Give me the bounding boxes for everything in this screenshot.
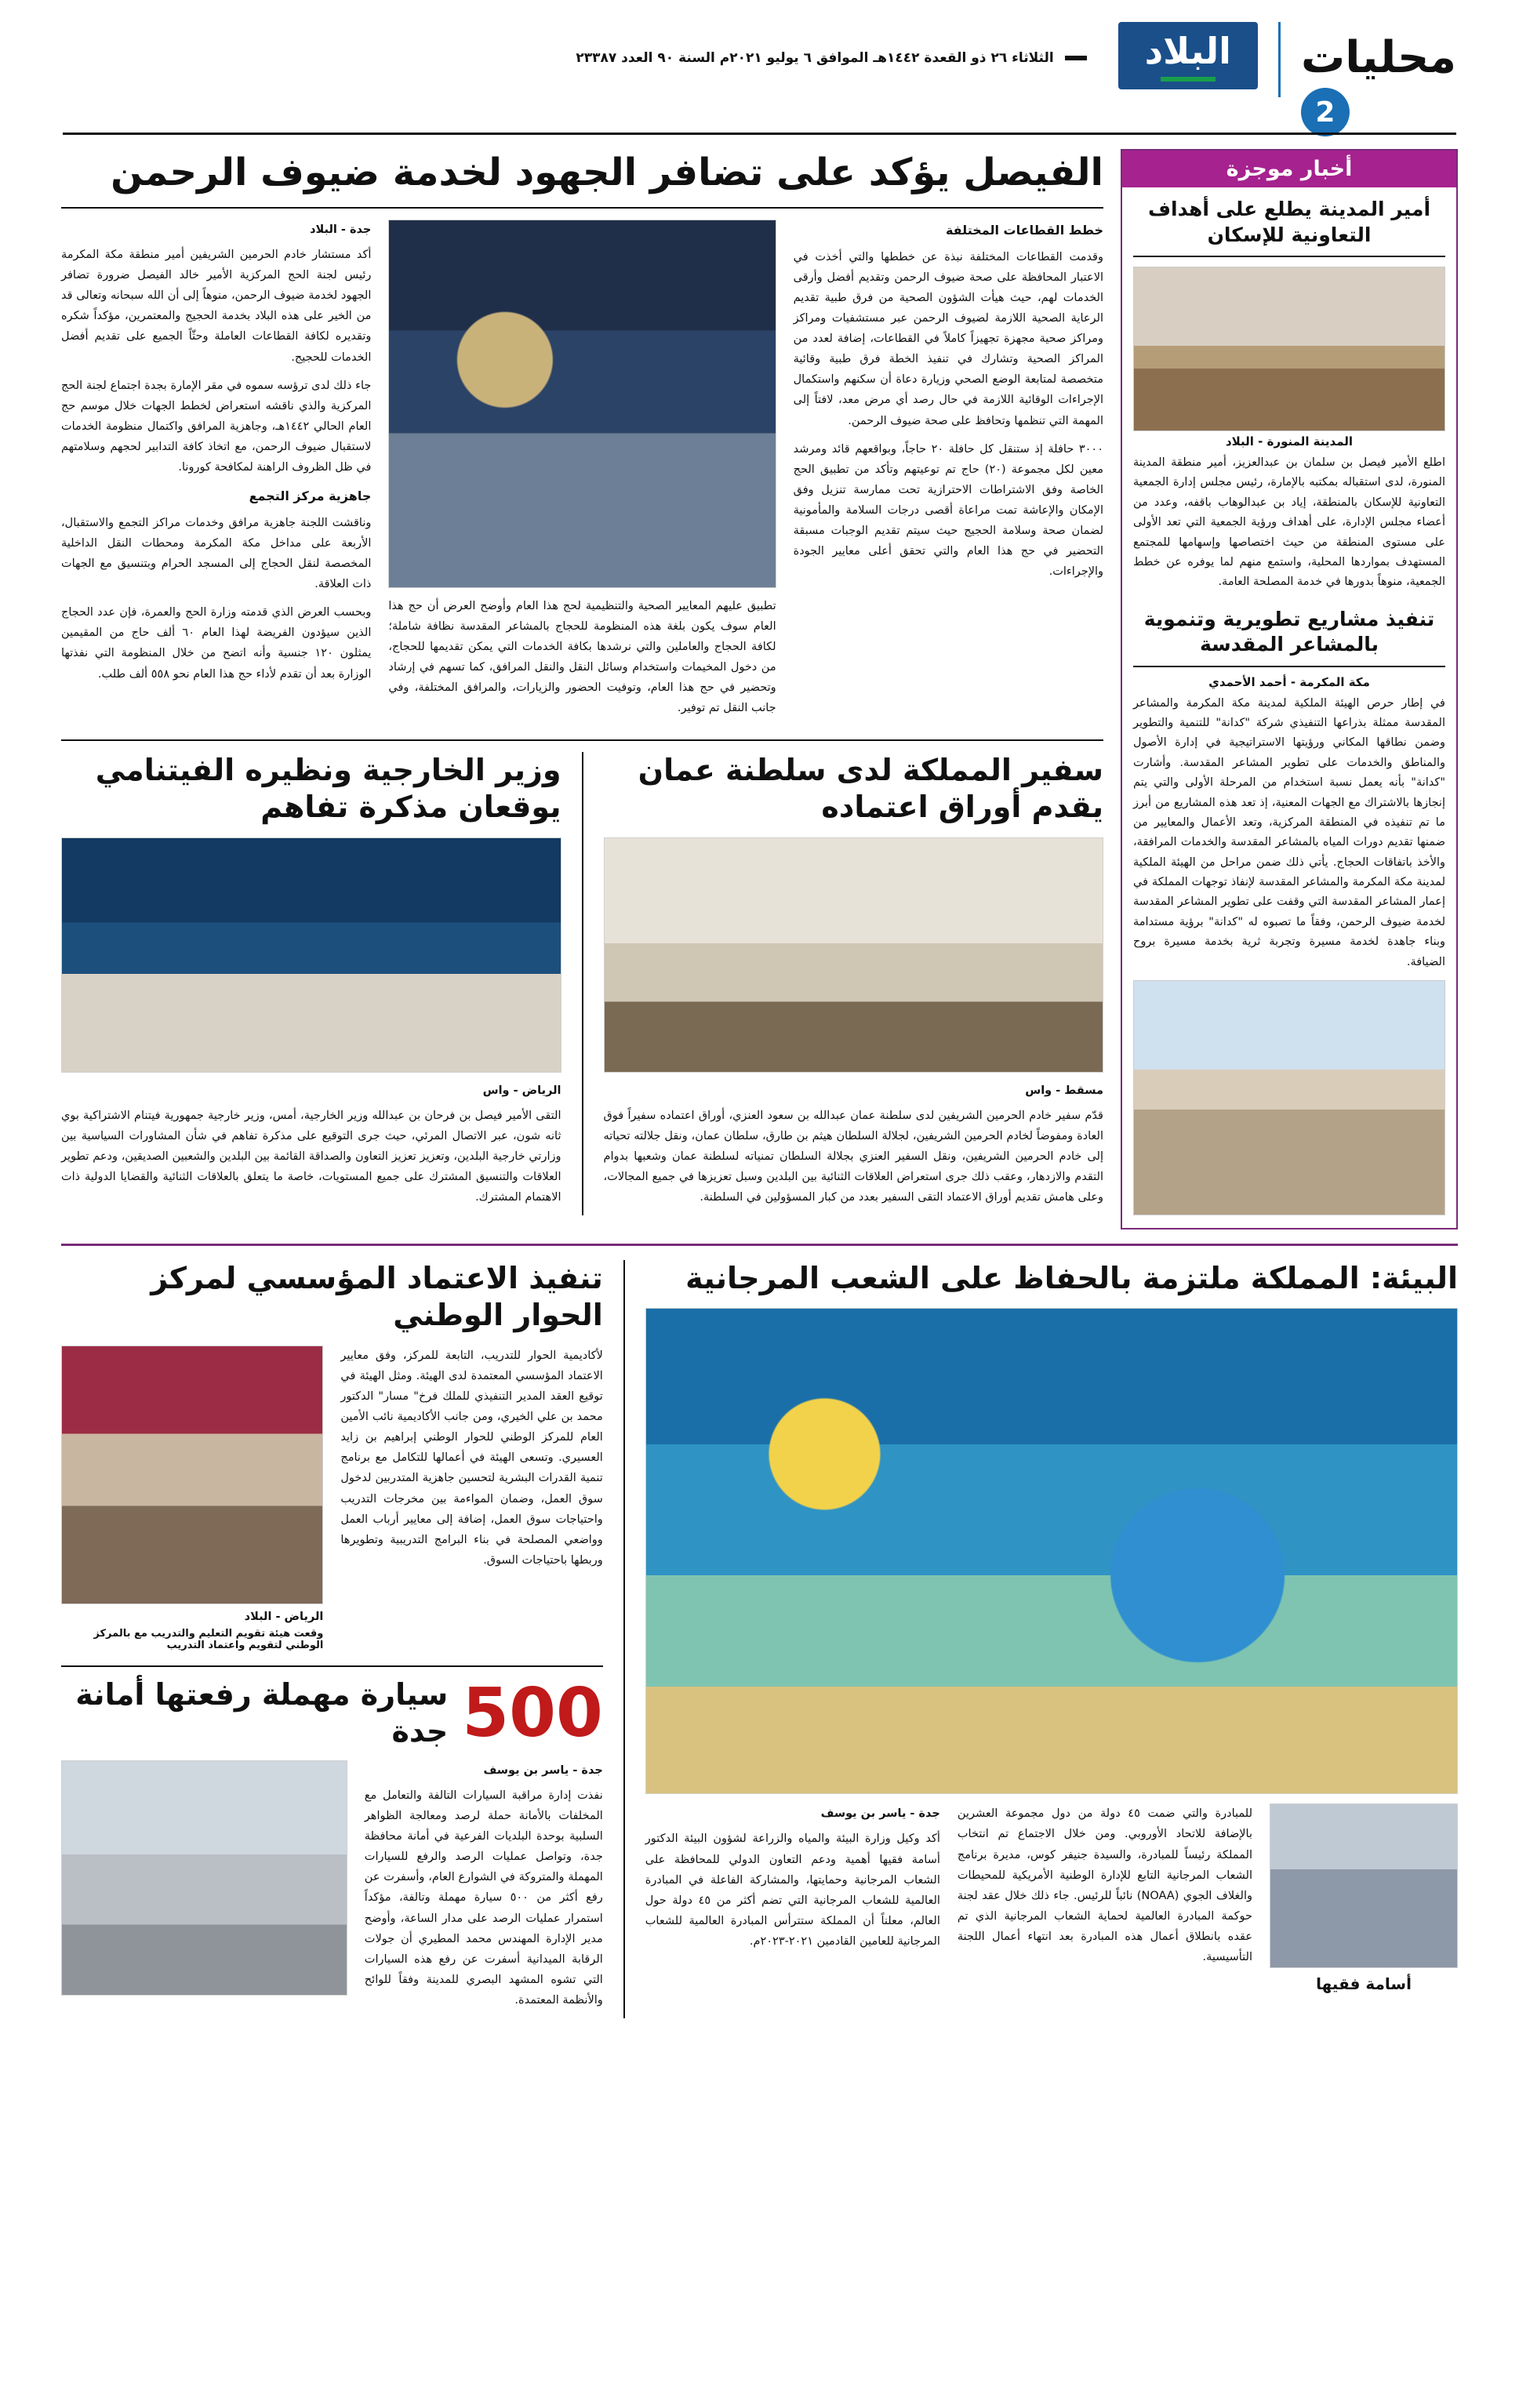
env-paragraph: أكد وكيل وزارة البيئة والمياه والزراعة لشؤون البيئة الدكتور أسامة فقيها أهمية ودعم التعاون الدولي للمحافظة على الشعاب المرجانية وحمايتها، والمشاركة الفاعلة في المبادرة العالمية للشعاب المرجانية التي تضم أكثر من ٤٥ دولة حول العالم، معلناً أن المملكة ستترأس المبادرة العالمية للشعاب المرجانية للعامين القادمين ٢٠٢١-٢٠٢٣م.	[645, 1832, 940, 1948]
section-title: محليات	[1300, 32, 1456, 83]
dialogue-paragraph: لأكاديمية الحوار للتدريب، التابعة للمركز، وفق معايير الاعتماد المؤسسي المعتمدة لدى الهيئة. ومثل الهيئة في توقيع العقد المدير التنفيذي للملك فرخ" مسار" الدكتور محمد بن علي الخيري، ومن جانب الأكاديمية نائب الأمين العام للمركز الوطني للحوار الوطني إبراهيم بن زايد العسيري. وتسعى الهيئة في أعمالها للتكامل مع برنامج تنمية القدرات البشرية لتحسين جاهزية المتدربين لدخول سوق العمل، وضمان المواءمة بين مخرجات التدريب واحتياجات سوق العمل، إضافة إلى معايير أرباب العمل وواضعي المصلحة في بناء البرامج التدريبية وتطويرها وربطها باحتياجات السوق.	[340, 1349, 603, 1567]
lead-rule	[61, 207, 1103, 209]
lead-headline: الفيصل يؤكد على تضافر الجهود لخدمة ضيوف الرحمن	[111, 151, 1103, 194]
cars-col	[365, 1760, 603, 2018]
lead-paragraph: وبحسب العرض الذي قدمته وزارة الحج والعمرة، فإن عدد الحجاج الذين سيؤدون الفريضة لهذا العام ٦٠ ألف حاج من المقيمين يمثلون ١٢٠ جنسية وأنه اتضح من خلال المنظومة التي نفذتها الوزارة بعد أن تقدم لأداء حج هذا العام نحو ٥٥٨ ألف طلب.	[60, 606, 372, 681]
cars-photo-tow-truck	[61, 1760, 347, 1996]
dialogue-photo-signing	[61, 1346, 323, 1604]
date-rule	[1065, 56, 1087, 60]
env-paragraph: للمبادرة والتي ضمت ٤٥ دولة من دول مجموعة العشرين بالإضافة للاتحاد الأوروبي. ومن خلال الاجتماع تم انتخاب المملكة رئيساً للمبادرة، والسيدة جنيفر كوس، مديرة برنامج الشعاب المرجانية التابع للإدارة الوطنية الأمريكية للمحيطات والغلاف الجوي (NOAA) نائباً للرئيس. جاء ذلك خلال عقد لجنة حوكمة المبادرة العالمية لحماية الشعاب المرجانية الذي تم عقده بانطلاق أعمال هذه المبادرة بعد انتهاء أعمال اللجنة التأسيسية.	[957, 1807, 1253, 1964]
bottom-left-column	[61, 1260, 603, 2018]
story-environment	[645, 1260, 1458, 2018]
vietnam-headline: وزير الخارجية ونظيره الفيتنامي يوقعان مذكرة تفاهم	[95, 752, 561, 825]
brief-text: اطلع الأمير فيصل بن سلمان بن عبدالعزيز، أمير منطقة المدينة المنورة، لدى استقباله بمكتبه بالإمارة، رئيس مجلس إدارة الجمعية التعاونية للإسكان بالمنطقة، إياد بن عبدالوهاب باقفه، وعدد من أعضاء مجلس الإدارة، على أهداف ورؤية الجمعية التي تعد الأولى على مستوى المنطقة من حيث اختصاصها وإسهامها للمجتمع المستهدف بمواردها المحلية، واستمع منهم لما يوفره عن خطط الجمعية، منوهاً بدورها في خدمة المصلحة العامة.	[1133, 456, 1445, 589]
lead-col-3	[61, 220, 371, 727]
page-number-badge: 2	[1301, 88, 1350, 136]
section-divider	[61, 1244, 1458, 1246]
lead-paragraph: ٣٠٠٠ حافلة إذ ستنقل كل حافلة ٢٠ حاجاً، وبواقعهم قائد ومرشد معين لكل مجموعة (٢٠) حاج تم توعيتهم وتأكد من تطبيق الحج الخاصة وفق الاشتراطات الاحترازية تحت ممارسة تنزيل وفق الإمكان والإعاشة تمت مراعاة أقصى درجات السلامة والمأمونية لضمان صحة وسلامة الحجيج حيث سيتم تقديم الوجبات مسبقة التحضير في حج هذا العام والتي تحقق أعلى معايير الجودة والإجراءات.	[793, 442, 1104, 579]
env-col-1	[958, 1803, 1252, 1993]
brief-title: تنفيذ مشاريع تطويرية وتنموية بالمشاعر المقدسة	[1133, 607, 1445, 667]
lead-dateline: جدة - البلاد	[310, 223, 372, 236]
brief-item	[1122, 597, 1456, 1220]
lead-subhead-2: جاهزية مركز التجمع	[249, 489, 372, 504]
oman-headline: سفير المملكة لدى سلطنة عمان يقدم أوراق اعتماده	[638, 752, 1103, 825]
cars-count: 500	[462, 1673, 603, 1752]
brief-column	[1121, 149, 1458, 1229]
cars-photo-block	[61, 1760, 347, 2018]
dialogue-headline: تنفيذ الاعتماد المؤسسي لمركز الحوار الوطني	[151, 1260, 603, 1333]
oman-col-1	[604, 1081, 1104, 1216]
brief-dateline: مكة المكرمة - أحمد الأحمدي	[1208, 674, 1370, 689]
lead-story	[61, 149, 1121, 1229]
lead-paragraph: وناقشت اللجنة جاهزية مرافق وخدمات مراكز التجمع والاستقبال، الأربعة على مداخل مكة المكرمة ومحطات النقل الداخلية المخصصة لنقل الحجاج إلى المسجد الحرام وبتنسيق مع الجهات ذات العلاقة.	[60, 516, 372, 591]
logo-flag-accent	[1161, 77, 1216, 82]
env-portrait-photo	[1270, 1803, 1458, 1968]
brief-photo-construction	[1133, 980, 1445, 1215]
brief-title: أمير المدينة يطلع على أهداف التعاونية للإسكان	[1133, 197, 1445, 257]
date-text: الثلاثاء ٢٦ ذو القعدة ١٤٤٢هـ الموافق ٦ يوليو ٢٠٢١م السنة ٩٠ العدد ٢٣٣٨٧	[576, 50, 1054, 66]
env-author-name: أسامة فقيها	[1316, 1974, 1412, 1994]
lead-subhead: خطط القطاعات المختلفة	[945, 223, 1103, 238]
story-vietnam	[61, 752, 561, 1216]
lead-col-1	[794, 220, 1103, 727]
newspaper-logo	[1118, 22, 1258, 89]
brief-header: أخبار موجزة	[1122, 151, 1456, 187]
masthead-divider	[1278, 22, 1281, 97]
cars-dateline: جدة - ياسر بن يوسف	[483, 1763, 603, 1777]
lead-col-center-text	[388, 596, 776, 719]
oman-paragraph: قدّم سفير خادم الحرمين الشريفين لدى سلطنة عمان عبدالله بن سعود العنزي، أوراق اعتماده سفيراً فوق العادة ومفوضاً لخادم الحرمين الشريفين، لجلالة السلطان هيثم بن طارق، سلطان عمان، ونقل جلالته تحياته إلى خادم الحرمين الشريفين، ونقل السفير العنزي بجلالة السلطان تمنياته لسلطنة عمان وشعبها بدوام التقدم والازدهار، وعقب ذلك جرى استعراض العلاقات الثنائية بين البلدين وسبل تعزيزها في جميع المجالات، وعلى هامش تقديم أوراق الاعتماد التقى السفير بعدد من كبار المسؤولين في السلطنة.	[603, 1109, 1103, 1204]
bottom-zone	[61, 1260, 1458, 2018]
secondary-divider	[582, 752, 583, 1216]
cars-headline: سيارة مهملة رفعتها أمانة جدة	[75, 1676, 449, 1749]
vietnam-dateline: الرياض - واس	[482, 1084, 561, 1097]
brief-item	[1122, 187, 1456, 597]
lead-bottom-rule	[61, 739, 1103, 741]
dialogue-photo-block	[61, 1346, 323, 1651]
logo-text: البلاد	[1144, 30, 1231, 72]
env-headline: البيئة: المملكة ملتزمة بالحفاظ على الشعب المرجانية	[685, 1260, 1458, 1295]
brief-text: في إطار حرص الهيئة الملكية لمدينة مكة المكرمة والمشاعر المقدسة ممثلة بذراعها التنفيذي شركة "كدانة" للتنمية والتطوير وضمن نطاقها المكاني ورؤيتها الاستراتيجية في إدارة الأصول والمناطق والخدمات على تطوير المشاعر المقدسة. وأشارت "كدانة" بأنه يعمل نسبة استخدام من المرحلة الأولى والتي يتم إنجازها بالاشتراك مع الجهات المعنية، إذ تعد هذه المشاريع من أبرز ما تم تنفيذه في المنطقة المركزية، وتعد الأعمال والمعايير من ضمنها تقديم دورات المياه بالمشاعر المقدسة والخدمات المرافقة، والأخذ باتفاقات الحجاج. يأتي ذلك ضمن مراحل من الهيئة الملكية لمدينة مكة المكرمة والمشاعر المقدسة لإنفاذ توجهات المملكة في إعمار المشاعر المقدسة التي وقفت على تطوير المشاعر المقدسة لخدمة ضيوف الرحمن، وفقاً ما تصبوه له "كدانة" برؤية مستدامة وبناء جاهدة لخدمة مسيرة وتجربة ثرية بخدمة مسيرة بروح الضيافة.	[1133, 696, 1445, 968]
lead-paragraph: تطبيق عليهم المعايير الصحية والتنظيمية لحج هذا العام وأوضح العرض أن حج هذا العام سوف يكون بلغة هذه المنظومة للحجاج بالمشاعر المقدسة نظافة شاملة؛ لكافة الحجاج والعاملين والتي نرشدها بكافة الخدمات التي يمكن تقديمها للحجاج، من دخول المخيمات واستخدام وسائل النقل والنقل المرافق، كما تسهم في إرشاد وتحضير في حج هذا العام، وتوفيت الحضور والزيارات، والمرافق المختلفة، وفي جانب النقل تم توفير.	[388, 600, 776, 715]
story-oman	[604, 752, 1104, 1216]
oman-photo	[604, 837, 1104, 1073]
lead-paragraph: وقدمت القطاعات المختلفة نبذة عن خططها والتي أخذت في الاعتبار المحافظة على صحة ضيوف الرحمن وتقديم أفضل وأرقى الخدمات لهم، حيث هيأت الشؤون الصحية من فرق طبية تقديم الرعاية الصحية اللازمة لضيوف الرحمن عبر مستشفيات ومراكز ومراكز صحية مجهزة تجهيزاً كاملاً في القطاعات، إضافة لعدد من المراكز الصحية وتشارك في تنفيذ الخطة فرق طبية وقائية متخصصة لمتابعة الوضع الصحي وزيارة دعاة أن سكنهم واستكمال الإجراءات الوقائية اللازمة في حال رصد أي مرض معد، لافتاً إلى المهمة التي تنظمها وتحافظ على صحة ضيوف الرحمن.	[793, 250, 1103, 427]
oman-dateline: مسقط - واس	[1025, 1084, 1103, 1097]
brief-dateline: المدينة المنورة - البلاد	[1225, 434, 1354, 449]
dialogue-dateline: الرياض - البلاد	[244, 1610, 324, 1623]
masthead-underline	[63, 133, 1456, 135]
cars-paragraph: نفذت إدارة مراقبة السيارات التالفة والتعامل مع المخلفات بالأمانة حملة لرصد ومعالجة الظواهر السلبية بوحدة البلديات الفرعية في أمانة محافظة جدة، وتواصل عمليات الرصد والرفع للسيارات المهملة والمتروكة في الشوارع العام، وأسفرت عن رفع أكثر من ٥٠٠ سيارة مهملة وتالفة، مؤكداً استمرار عمليات الرصد على مدار الساعة، وأوضح مدير الإدارة المهندس محمد المطيري أن جولات الرقابة الميدانية أسفرت عن رفع هذه السيارات التي تشوه المشهد البصري للمدينة وفقاً للوائح والأنظمة المعتمدة.	[364, 1789, 603, 2007]
env-photo-coral-reef	[645, 1308, 1458, 1794]
lead-paragraph: أكد مستشار خادم الحرمين الشريفين أمير منطقة مكة المكرمة رئيس لجنة الحج المركزية الأمير خالد الفيصل ضرورة تضافر الجهود لخدمة ضيوف الرحمن، منوهاً إلى أن الله سبحانه وتعالى قد من الخير على هذه البلاد بخدمة الحجيج والمعتمرين، مؤكداً شكره وتقديره لكافة القطاعات العاملة وحثّاً الجميع على تقديم أفضل الخدمات للحجيج.	[60, 249, 372, 364]
lead-paragraph: جاء ذلك لدى ترؤسه سموه في مقر الإمارة بجدة اجتماع لجنة الحج المركزية والذي ناقشه استعراض لخطط الجهات خلال موسم حج العام الحالي ١٤٤٢هـ، وجاهزية المرافق واكتمال منظومة الخدمات لاستقبال ضيوف الرحمن، مع اتخاذ كافة التدابير لحجهم وسلامتهم في ظل الظروف الراهنة لمكافحة كورونا.	[60, 379, 372, 474]
dialogue-caption: وقعت هيئة تقويم التعليم والتدريب مع بالمركز الوطني لتقويم واعتماد التدريب	[93, 1627, 324, 1651]
env-dateline: جدة - ياسر بن يوسف	[820, 1807, 940, 1821]
vietnam-photo	[61, 837, 561, 1073]
bottom-divider	[623, 1260, 625, 2018]
env-col-2	[645, 1803, 940, 1993]
story-cars	[61, 1673, 603, 2018]
issue-date-line	[576, 50, 1086, 66]
dialogue-col	[340, 1346, 602, 1651]
vietnam-col	[61, 1081, 561, 1208]
env-portrait-block	[1270, 1803, 1458, 1993]
brief-photo-majlis	[1133, 267, 1445, 431]
masthead	[0, 0, 1519, 149]
lead-photo-governor	[388, 220, 776, 588]
story-dialogue	[61, 1260, 603, 1651]
lead-photo-column	[388, 220, 776, 727]
vietnam-paragraph: التقى الأمير فيصل بن فرحان بن عبدالله وزير الخارجية، أمس، وزير خارجية جمهورية فيتنام الاشتراكية بوي ثانه شون، عبر الاتصال المرئي، حيث جرى التوقيع على مذكرة تفاهم في شأن المشاورات السياسية بين وزارتي خارجية البلدين، وتعزيز تعزيز التعاون والصداقة القائمة بين البلدين والشعبين الصديقين، ودعم تطوير العلاقات والتنسيق المشترك على جميع المستويات، خاصة ما يتعلق بالعلاقات الثنائية والقضايا الدولية ذات الاهتمام المشترك.	[61, 1109, 561, 1204]
dialogue-bottom-rule	[61, 1665, 603, 1667]
